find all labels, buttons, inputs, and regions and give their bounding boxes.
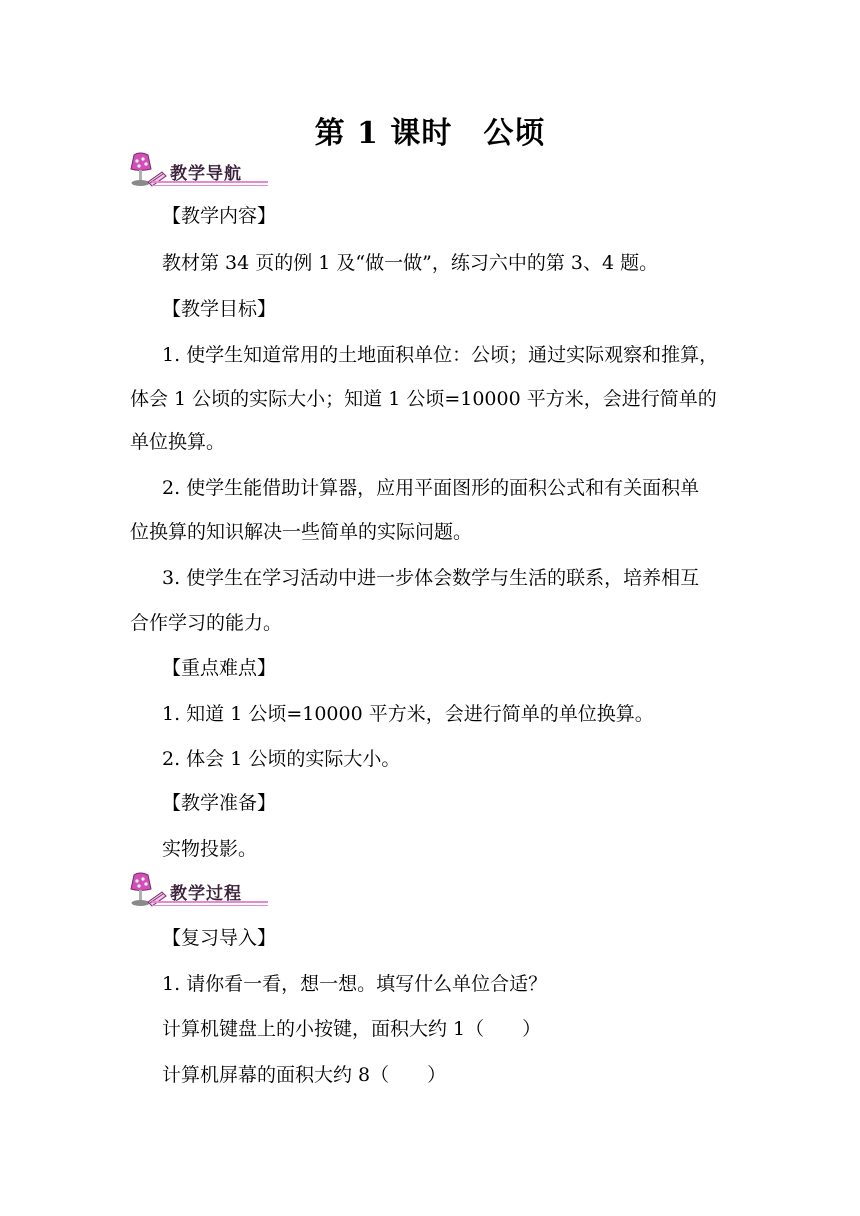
paragraph: 计算机键盘上的小按键，面积大约 1（ ） (162, 1018, 542, 1040)
banner-title-process: 教学过程 (170, 884, 242, 904)
paragraph: 2. 体会 1 公顷的实际大小。 (162, 748, 401, 770)
lamp-book-icon (128, 872, 168, 912)
paragraph: 教材第 34 页的例 1 及“做一做”，练习六中的第 3、4 题。 (162, 252, 659, 274)
banner-underline (152, 901, 268, 903)
paragraph: 1. 使学生知道常用的土地面积单位：公顷；通过实际观察和推算， (162, 344, 719, 366)
heading-review: 【复习导入】 (162, 927, 277, 949)
heading-preparation: 【教学准备】 (162, 792, 277, 814)
paragraph: 合作学习的能力。 (130, 612, 283, 634)
lamp-book-icon (128, 152, 168, 192)
paragraph: 1. 请你看一看，想一想。填写什么单位合适？ (162, 973, 548, 995)
paragraph: 实物投影。 (162, 838, 258, 860)
banner-title-guide: 教学导航 (170, 164, 242, 184)
paragraph: 计算机屏幕的面积大约 8（ ） (162, 1064, 447, 1086)
paragraph: 2. 使学生能借助计算器，应用平面图形的面积公式和有关面积单 (162, 477, 700, 499)
banner-underline (152, 185, 268, 186)
paragraph: 1. 知道 1 公顷=10000 平方米，会进行简单的单位换算。 (162, 703, 654, 725)
heading-key-points: 【重点难点】 (162, 657, 277, 679)
heading-goals: 【教学目标】 (162, 298, 277, 320)
section-banner-process (128, 872, 268, 912)
banner-underline (152, 181, 268, 183)
heading-content: 【教学内容】 (162, 205, 277, 227)
section-banner-guide (128, 152, 268, 192)
page-title: 第 1 课时 公顷 (314, 116, 546, 151)
paragraph: 体会 1 公顷的实际大小；知道 1 公顷=10000 平方米，会进行简单的 (130, 388, 717, 410)
paragraph: 位换算的知识解决一些简单的实际问题。 (130, 521, 473, 543)
paragraph: 单位换算。 (130, 431, 226, 453)
banner-underline (152, 905, 268, 906)
paragraph: 3. 使学生在学习活动中进一步体会数学与生活的联系，培养相互 (162, 567, 700, 589)
